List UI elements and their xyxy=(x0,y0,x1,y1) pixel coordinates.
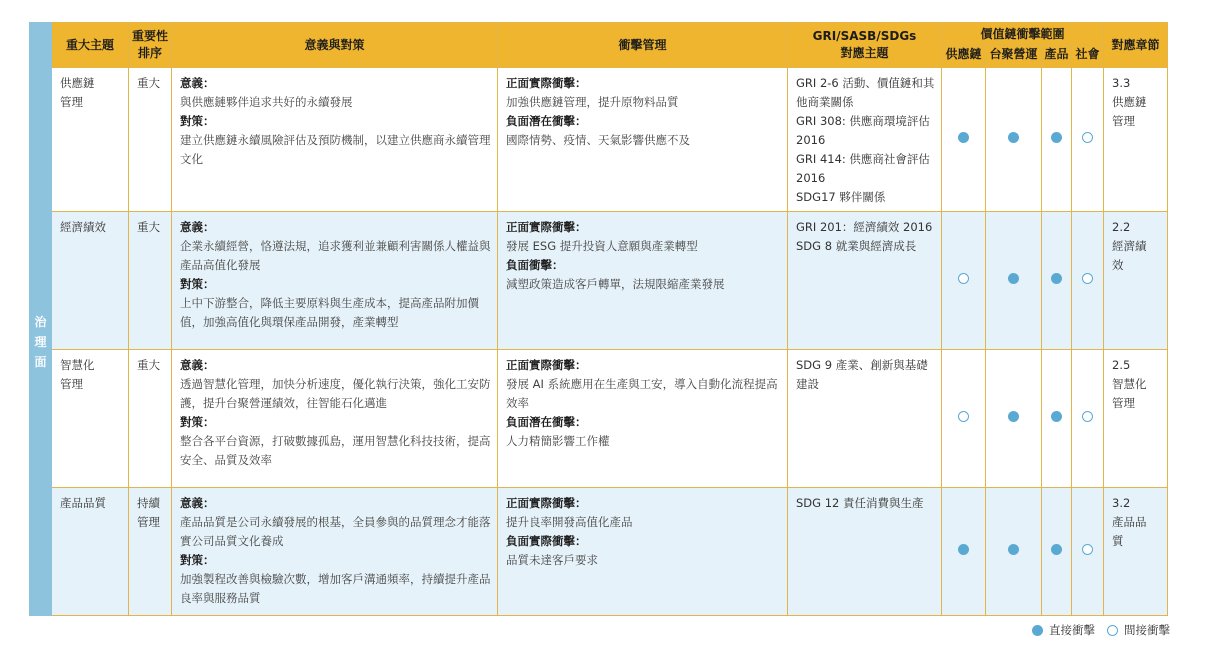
direct-impact-icon xyxy=(958,544,969,555)
direct-impact-icon xyxy=(1051,544,1062,555)
value-chain-cell xyxy=(942,212,986,350)
materiality-table xyxy=(29,22,1168,616)
value-chain-cell xyxy=(986,350,1042,488)
meaning-label: 對策： xyxy=(180,114,215,128)
gri-cell xyxy=(788,488,942,616)
gri-text: GRI 201：經濟績效 2016 SDG 8 就業與經濟成長 xyxy=(796,220,933,253)
meaning-text: 建立供應鏈永續風險評估及預防機制，以建立供應商永續管理文化 xyxy=(180,133,491,166)
importance-cell xyxy=(129,488,172,616)
impact-text: 發展 ESG 提升投資人意願與產業轉型 xyxy=(506,239,698,253)
impact-text: 人力精簡影響工作權 xyxy=(506,434,610,448)
impact-cell xyxy=(498,68,788,212)
value-chain-cell xyxy=(942,488,986,616)
impact-text: 加強供應鏈管理，提升原物料品質 xyxy=(506,95,679,109)
value-chain-cell xyxy=(986,488,1042,616)
impact-label: 負面衝擊： xyxy=(506,258,564,272)
topic-cell xyxy=(52,212,129,350)
side-label-char: 理 xyxy=(34,334,47,349)
impact-label: 負面潛在衝擊： xyxy=(506,114,587,128)
legend-direct-label: 直接衝擊 xyxy=(1049,623,1095,637)
table-row xyxy=(30,350,1168,488)
meaning-cell xyxy=(172,212,498,350)
side-header-cell xyxy=(30,23,52,68)
indirect-impact-icon xyxy=(1082,411,1093,422)
meaning-label: 對策： xyxy=(180,553,215,567)
value-chain-cell xyxy=(1042,212,1072,350)
gri-text: SDG 12 責任消費與生產 xyxy=(796,496,924,510)
value-chain-cell xyxy=(1072,488,1104,616)
gri-cell xyxy=(788,68,942,212)
meaning-text: 與供應鏈夥伴追求共好的永續發展 xyxy=(180,95,353,109)
direct-impact-icon xyxy=(1008,544,1019,555)
direct-impact-icon xyxy=(1051,411,1062,422)
side-label-char: 治 xyxy=(34,314,47,329)
meaning-label: 意義： xyxy=(180,220,215,234)
gri-text: SDG 9 產業、創新與基礎建設 xyxy=(796,358,928,391)
impact-label: 正面實際衝擊： xyxy=(506,496,587,510)
legend-indirect-label: 間接衝擊 xyxy=(1124,623,1170,637)
meaning-cell xyxy=(172,488,498,616)
direct-impact-icon xyxy=(1051,273,1062,284)
importance-text: 重大 xyxy=(137,76,160,90)
governance-side-label xyxy=(30,68,52,616)
topic-cell xyxy=(52,488,129,616)
meaning-label: 對策： xyxy=(180,415,215,429)
impact-text: 發展 AI 系統應用在生產與工安，導入自動化流程提高效率 xyxy=(506,377,778,410)
topic-text: 經濟績效 xyxy=(60,220,106,234)
impact-label: 正面實際衝擊： xyxy=(506,76,587,90)
legend-direct xyxy=(1032,622,1095,638)
direct-impact-icon xyxy=(1051,132,1062,143)
side-label-char: 面 xyxy=(34,354,47,369)
chapter-cell xyxy=(1104,350,1168,488)
value-chain-cell xyxy=(986,212,1042,350)
chapter-cell xyxy=(1104,488,1168,616)
direct-impact-icon xyxy=(1008,132,1019,143)
header-vc-operations: 台聚營運 xyxy=(986,45,1042,68)
impact-cell xyxy=(498,350,788,488)
direct-impact-icon xyxy=(1008,411,1019,422)
meaning-label: 意義： xyxy=(180,496,215,510)
topic-cell xyxy=(52,68,129,212)
topic-cell xyxy=(52,350,129,488)
impact-cell xyxy=(498,212,788,350)
chapter-text: 2.5 智慧化 管理 xyxy=(1112,358,1147,410)
meaning-text: 企業永續經營，恪遵法規，追求獲利並兼顧利害關係人權益與產品高值化發展 xyxy=(180,239,491,272)
indirect-impact-icon xyxy=(958,411,969,422)
chapter-cell xyxy=(1104,212,1168,350)
meaning-text: 整合各平台資源，打破數據孤島，運用智慧化科技技術，提高安全、品質及效率 xyxy=(180,434,491,467)
gri-cell xyxy=(788,350,942,488)
gri-cell xyxy=(788,212,942,350)
meaning-label: 意義： xyxy=(180,76,215,90)
header-vc-supply: 供應鏈 xyxy=(942,45,986,68)
legend xyxy=(1020,622,1170,638)
header-topic: 重大主題 xyxy=(52,23,129,68)
direct-impact-icon xyxy=(1032,625,1043,636)
header-vc-society: 社會 xyxy=(1072,45,1104,68)
direct-impact-icon xyxy=(1008,273,1019,284)
meaning-text: 產品品質是公司永續發展的根基，全員參與的品質理念才能落實公司品質文化養成 xyxy=(180,515,491,548)
value-chain-cell xyxy=(1042,350,1072,488)
chapter-text: 2.2 經濟績 效 xyxy=(1112,220,1147,272)
impact-label: 負面實際衝擊： xyxy=(506,534,587,548)
meaning-text: 加強製程改善與檢驗次數，增加客戶溝通頻率，持續提升產品良率與服務品質 xyxy=(180,572,491,605)
value-chain-cell xyxy=(1072,68,1104,212)
importance-text: 持續 管理 xyxy=(137,496,160,529)
chapter-text: 3.2 產品品 質 xyxy=(1112,496,1147,548)
table-row xyxy=(30,212,1168,350)
impact-label: 正面實際衝擊： xyxy=(506,220,587,234)
impact-text: 品質未達客戶要求 xyxy=(506,553,598,567)
table-row xyxy=(30,488,1168,616)
header-meaning: 意義與對策 xyxy=(172,23,498,68)
meaning-text: 透過智慧化管理，加快分析速度，優化執行決策，強化工安防護，提升台聚營運績效，往智能石化邁進 xyxy=(180,377,491,410)
gri-text: GRI 2-6 活動、價值鏈和其他商業關係 GRI 308: 供應商環境評估 2016 GRI 414: 供應商社會評估 2016 SDG17 夥伴關係 xyxy=(796,76,935,204)
impact-label: 正面實際衝擊： xyxy=(506,358,587,372)
header-row xyxy=(30,23,1168,45)
meaning-text: 上中下游整合，降低主要原料與生產成本，提高產品附加價值，加強高值化與環保產品開發，產業轉型 xyxy=(180,296,479,329)
header-value-chain: 價值鏈衝擊範圍 xyxy=(942,23,1104,45)
header-importance: 重要性 排序 xyxy=(129,23,172,68)
header-chapter: 對應章節 xyxy=(1104,23,1168,68)
importance-cell xyxy=(129,350,172,488)
indirect-impact-icon xyxy=(1082,544,1093,555)
impact-label: 負面潛在衝擊： xyxy=(506,415,587,429)
topic-text: 產品品質 xyxy=(60,496,106,510)
value-chain-cell xyxy=(1042,488,1072,616)
table-row xyxy=(30,68,1168,212)
impact-text: 減塑政策造成客戶轉單，法規限縮產業發展 xyxy=(506,277,725,291)
impact-text: 國際情勢、疫情、天氣影響供應不及 xyxy=(506,133,690,147)
chapter-text: 3.3 供應鏈 管理 xyxy=(1112,76,1147,128)
value-chain-cell xyxy=(1042,68,1072,212)
importance-text: 重大 xyxy=(137,358,160,372)
value-chain-cell xyxy=(942,68,986,212)
indirect-impact-icon xyxy=(1082,273,1093,284)
importance-cell xyxy=(129,68,172,212)
topic-text: 供應鏈 管理 xyxy=(60,76,95,109)
importance-cell xyxy=(129,212,172,350)
header-gri: GRI/SASB/SDGs 對應主題 xyxy=(788,23,942,68)
meaning-cell xyxy=(172,350,498,488)
topic-text: 智慧化 管理 xyxy=(60,358,95,391)
value-chain-cell xyxy=(986,68,1042,212)
meaning-cell xyxy=(172,68,498,212)
value-chain-cell xyxy=(1072,350,1104,488)
value-chain-cell xyxy=(942,350,986,488)
meaning-label: 對策： xyxy=(180,277,215,291)
value-chain-cell xyxy=(1072,212,1104,350)
chapter-cell xyxy=(1104,68,1168,212)
indirect-impact-icon xyxy=(1082,132,1093,143)
indirect-impact-icon xyxy=(958,273,969,284)
meaning-label: 意義： xyxy=(180,358,215,372)
materiality-table-wrapper xyxy=(29,22,1168,616)
importance-text: 重大 xyxy=(137,220,160,234)
header-impact: 衝擊管理 xyxy=(498,23,788,68)
impact-cell xyxy=(498,488,788,616)
header-vc-product: 產品 xyxy=(1042,45,1072,68)
table-body xyxy=(30,68,1168,616)
direct-impact-icon xyxy=(958,132,969,143)
legend-indirect xyxy=(1107,622,1170,638)
indirect-impact-icon xyxy=(1107,625,1118,636)
impact-text: 提升良率開發高值化產品 xyxy=(506,515,633,529)
